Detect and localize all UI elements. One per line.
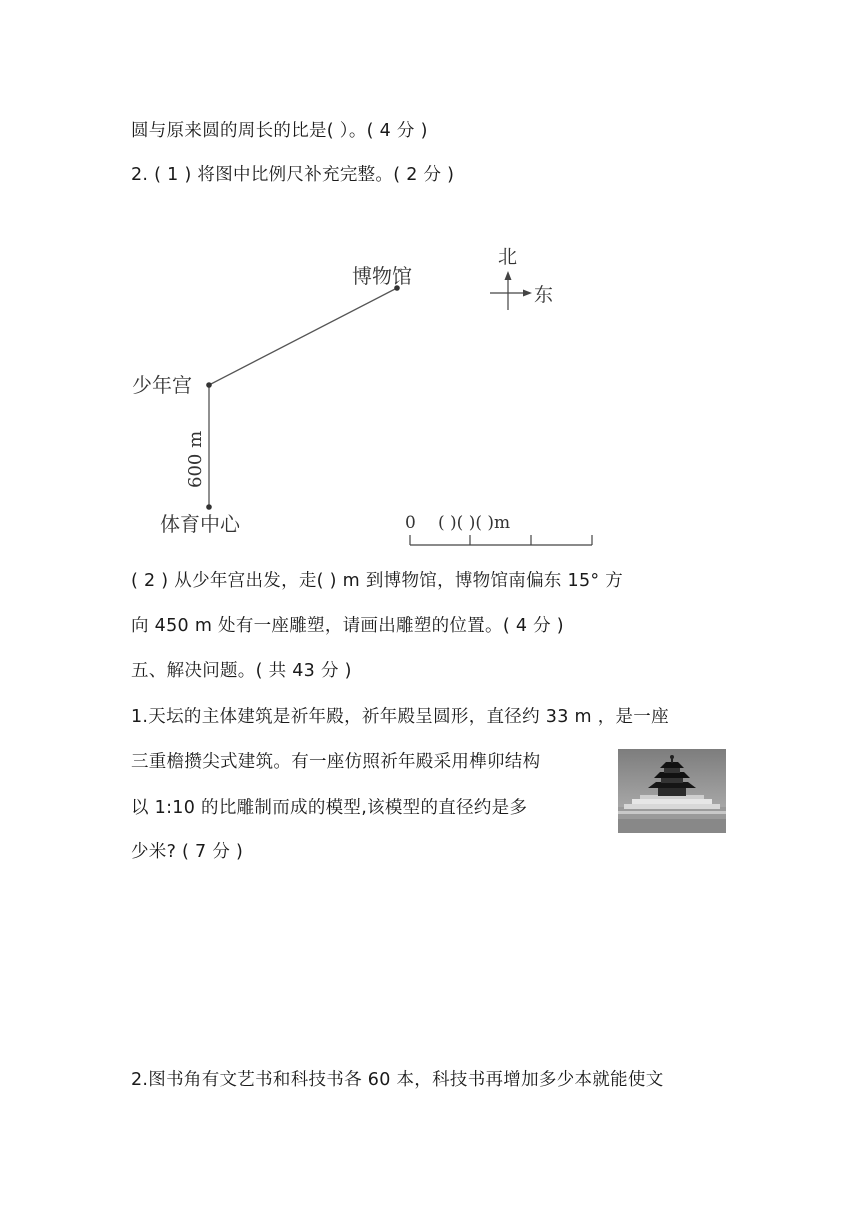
scale-zero: 0 xyxy=(405,513,416,533)
problem-1-line-4: 少米? ( 7 分 ) xyxy=(131,842,244,862)
point-youth-palace xyxy=(206,382,212,388)
section-5-heading: 五、解决问题。( 共 43 分 ) xyxy=(131,661,352,681)
point-sports-center xyxy=(206,504,212,510)
question-2-part-2-cont: 向 450 m 处有一座雕塑，请画出雕塑的位置。( 4 分 ) xyxy=(131,616,564,636)
question-fragment-ratio: 圆与原来圆的周长的比是( ）。( 4 分 ) xyxy=(131,121,428,141)
problem-1-line-2: 三重檐攒尖式建筑。有一座仿照祈年殿采用榫卯结构 xyxy=(131,752,541,772)
scale-labels: ( )( )( )m xyxy=(438,513,511,533)
label-museum: 博物馆 xyxy=(352,264,412,288)
question-2-part-1: 2. ( 1 ) 将图中比例尺补充完整。( 2 分 ) xyxy=(131,165,455,185)
question-2-part-2: ( 2 ) 从少年宫出发，走( ) m 到博物馆，博物馆南偏东 15° 方 xyxy=(131,571,624,591)
label-sports-center: 体育中心 xyxy=(160,512,240,536)
label-distance: 600 m xyxy=(185,430,206,488)
temple-of-heaven-photo xyxy=(618,749,726,833)
problem-1-line-1: 1.天坛的主体建筑是祈年殿，祈年殿呈圆形，直径约 33 m ，是一座 xyxy=(131,707,669,727)
label-east: 东 xyxy=(534,284,554,306)
problem-1-line-3: 以 1:10 的比雕制而成的模型,该模型的直径约是多 xyxy=(131,798,528,818)
label-north: 北 xyxy=(498,246,518,268)
problem-2-line-1: 2.图书角有文艺书和科技书各 60 本，科技书再增加多少本就能使文 xyxy=(131,1070,664,1090)
compass-icon xyxy=(490,271,532,310)
segment-palace-to-museum xyxy=(209,288,397,385)
label-youth-palace: 少年宫 xyxy=(132,373,192,397)
scale-bar xyxy=(410,535,592,545)
